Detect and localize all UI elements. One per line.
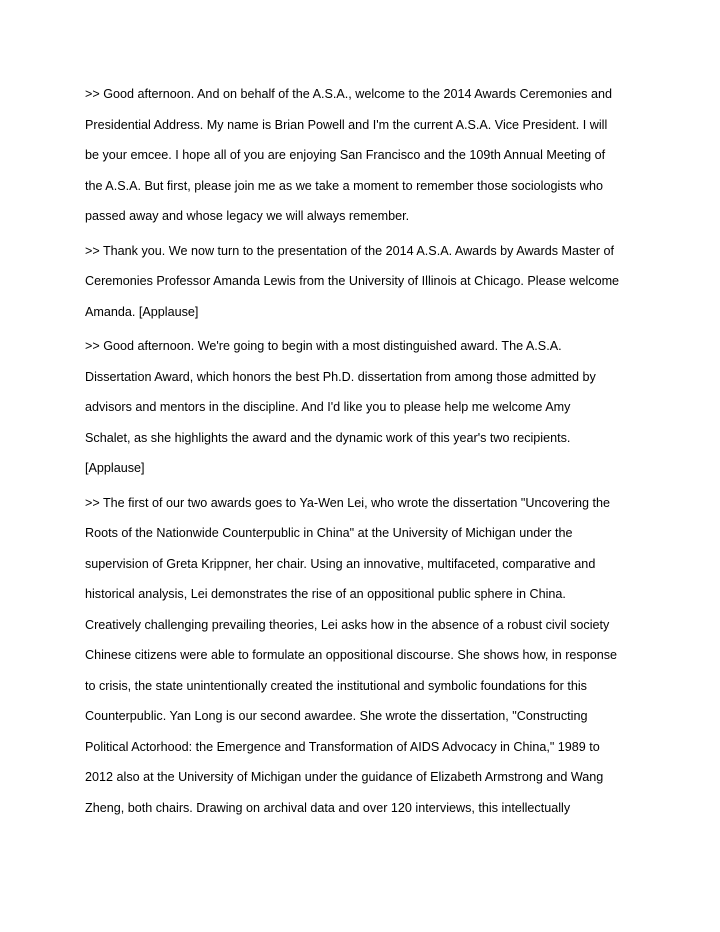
text-line: Zheng, both chairs. Drawing on archival data and over 120 interviews, this intellectually — [85, 800, 571, 815]
transcript-paragraph — [85, 236, 645, 328]
transcript-paragraph — [85, 488, 645, 824]
text-line: [Applause] — [85, 461, 145, 475]
transcript-paragraph — [85, 79, 645, 232]
text-line: Dissertation Award, which honors the best Ph.D. dissertation from among those admitted by — [85, 369, 596, 384]
text-line: Ceremonies Professor Amanda Lewis from the University of Illinois at Chicago. Please welcome — [85, 274, 620, 288]
text-line: Creatively challenging prevailing theories, Lei asks how in the absence of a robust civil society — [85, 617, 610, 632]
transcript-body — [85, 79, 645, 827]
text-line: be your emcee. I hope all of you are enjoying San Francisco and the 109th Annual Meeting of — [85, 148, 606, 162]
text-line: >> Good afternoon. We're going to begin with a most distinguished award. The A.S.A. — [85, 339, 562, 353]
text-line: Presidential Address. My name is Brian Powell and I'm the current A.S.A. Vice President. I will — [85, 117, 608, 132]
transcript-paragraph — [85, 331, 645, 484]
text-line: advisors and mentors in the discipline. And I'd like you to please help me welcome Amy — [85, 400, 571, 414]
text-line: Political Actorhood: the Emergence and Transformation of AIDS Advocacy in China," 1989 to — [85, 739, 600, 754]
text-line: the A.S.A. But first, please join me as we take a moment to remember those sociologists who — [85, 178, 603, 193]
text-line: historical analysis, Lei demonstrates the rise of an oppositional public sphere in China. — [85, 587, 566, 601]
text-line: Chinese citizens were able to formulate an oppositional discourse. She shows how, in response — [85, 648, 618, 662]
text-line: Schalet, as she highlights the award and the dynamic work of this year's two recipients. — [85, 430, 571, 445]
text-line: passed away and whose legacy we will always remember. — [85, 209, 410, 223]
text-line: >> Good afternoon. And on behalf of the A.S.A., welcome to the 2014 Awards Ceremonies and — [85, 87, 612, 101]
text-line: >> The first of our two awards goes to Ya-Wen Lei, who wrote the dissertation "Uncovering the — [85, 495, 611, 510]
text-line: >> Thank you. We now turn to the presentation of the 2014 A.S.A. Awards by Awards Master of — [85, 243, 615, 258]
text-line: Roots of the Nationwide Counterpublic in China" at the University of Michigan under the — [85, 526, 573, 540]
text-line: supervision of Greta Krippner, her chair. Using an innovative, multifaceted, comparative and — [85, 556, 596, 571]
text-line: to crisis, the state unintentionally created the institutional and symbolic foundations for this — [85, 678, 587, 693]
text-line: 2012 also at the University of Michigan under the guidance of Elizabeth Armstrong and Wang — [85, 770, 604, 784]
text-line: Amanda. [Applause] — [85, 304, 199, 319]
text-line: Counterpublic. Yan Long is our second awardee. She wrote the dissertation, "Constructing — [85, 709, 588, 723]
